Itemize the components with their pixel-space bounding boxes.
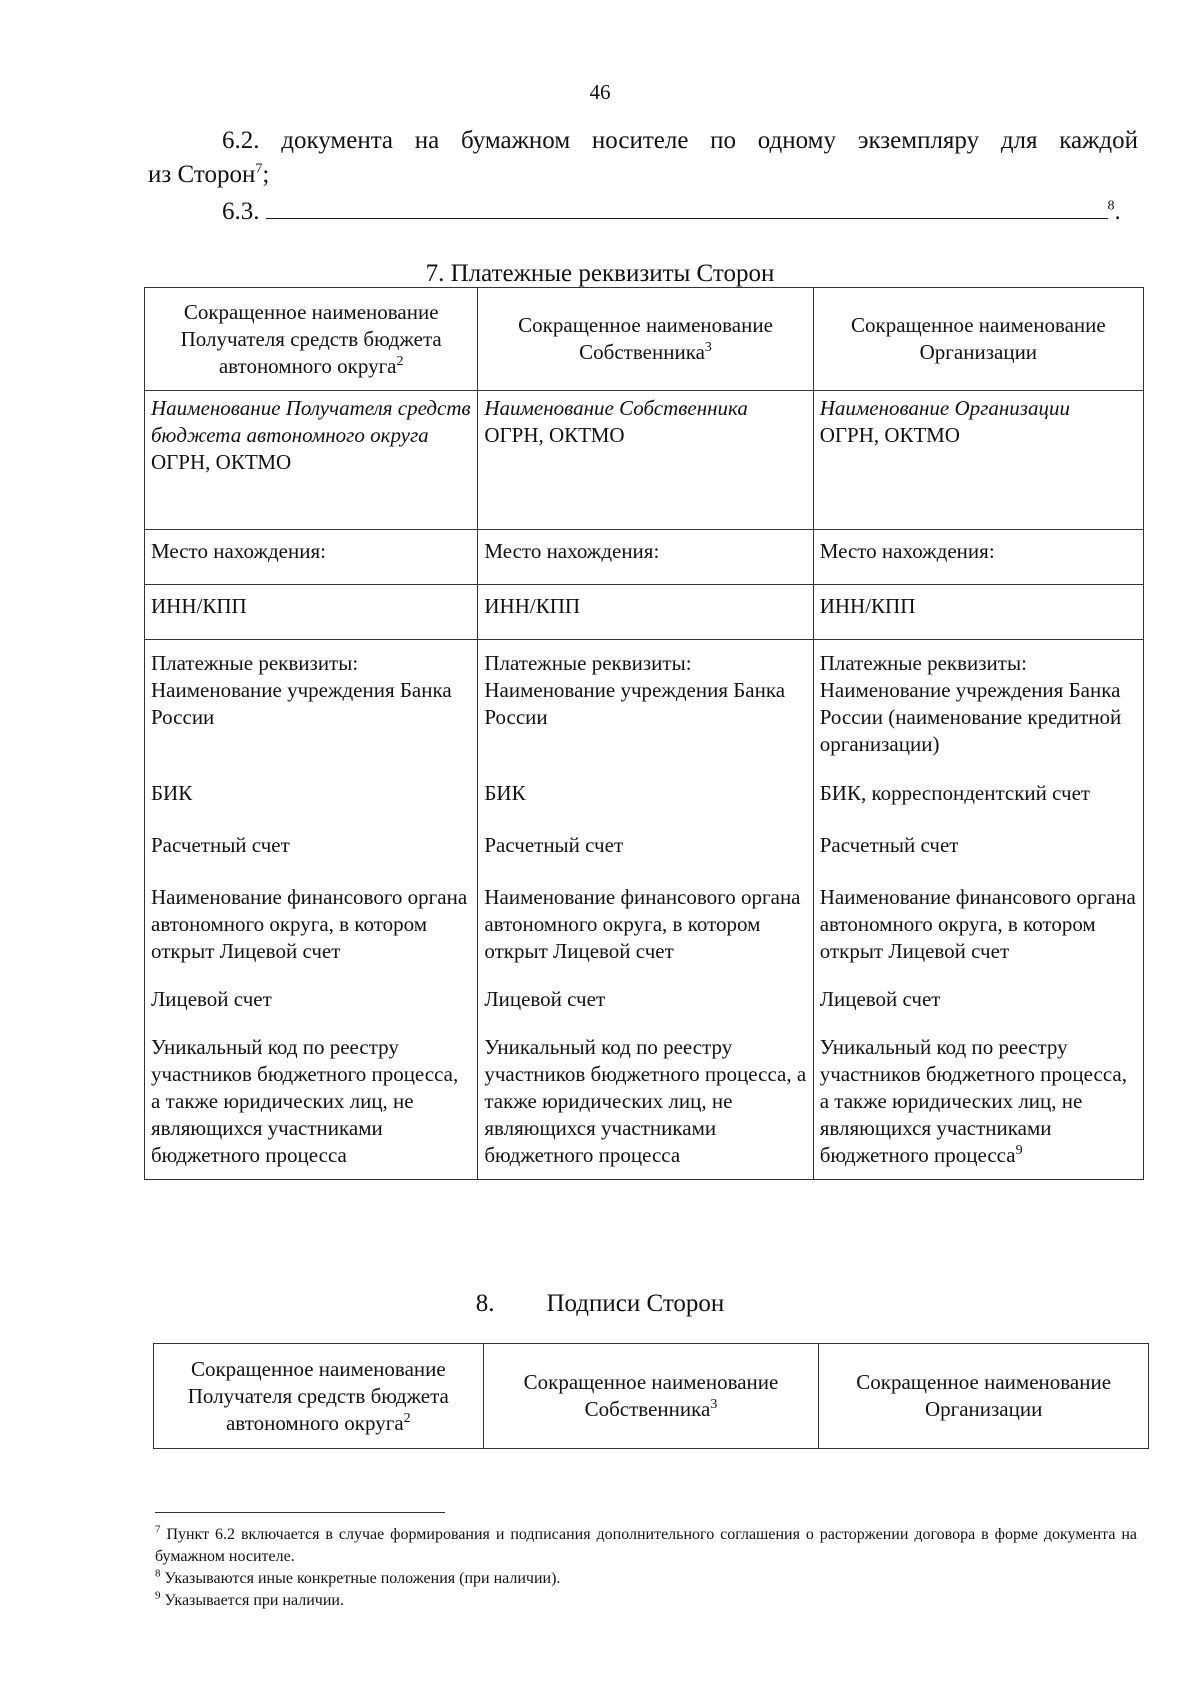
- account-text: Расчетный счет: [151, 833, 290, 857]
- paragraph-6-2: [148, 124, 1138, 158]
- account-text: Расчетный счет: [484, 833, 624, 857]
- inn-cell: ИНН/КПП: [478, 585, 813, 640]
- payment-details-table: [144, 287, 1144, 1180]
- bik-text: БИК: [151, 781, 193, 805]
- footnote-ref: 2: [396, 353, 404, 369]
- header-text: Сокращенное наименование Организации: [850, 313, 1106, 364]
- header-text: Сокращенное наименование Организации: [856, 1370, 1112, 1421]
- name-italic: Наименование Организации: [819, 396, 1070, 420]
- unique-code-value: Уникальный код по реестру участников бюджетного процесса, а также юридических лиц, не являющихся участниками бюджетного процесса: [151, 1035, 459, 1167]
- personal-account-text: Лицевой счет: [819, 987, 941, 1011]
- header-cell-organization: [813, 288, 1143, 391]
- name-italic: Наименование Собственника: [484, 396, 748, 420]
- footnote-number: 7: [155, 1523, 161, 1536]
- section-8-number: 8.: [475, 1290, 495, 1317]
- header-text: Сокращенное наименование Получателя средств бюджета автономного округа: [180, 299, 442, 378]
- footnotes: [155, 1524, 1137, 1612]
- footnote-separator: [155, 1512, 445, 1513]
- bank-text: Платежные реквизиты: Наименование учреждения Банка России: [484, 651, 786, 729]
- paragraph-6-3-tail: .: [1114, 198, 1121, 225]
- footnote-ref: 3: [704, 340, 712, 355]
- personal-account-text: Лицевой счет: [151, 987, 272, 1011]
- signatures-header-row: [154, 1344, 1149, 1449]
- unique-code-text: [484, 1034, 806, 1169]
- header-cell-owner: [478, 288, 813, 391]
- footnote-ref-8: 8: [1107, 198, 1115, 214]
- name-cell: [478, 391, 813, 530]
- finorgan-text: Наименование финансового органа автономного округа, в котором открыт Лицевой счет: [151, 885, 468, 963]
- name-italic: Наименование Получателя средств бюджета автономного округа: [151, 396, 471, 447]
- location-cell: Место нахождения:: [478, 530, 813, 585]
- section-8-title: [0, 1290, 1200, 1318]
- inn-cell: ИНН/КПП: [145, 585, 478, 640]
- paragraph-6-2-line1: 6.2. документа на бумажном носителе по одному экземпляру для каждой: [222, 127, 1138, 154]
- requisites-cell: [478, 640, 813, 1180]
- finorgan-text: Наименование финансового органа автономного округа, в котором открыт Лицевой счет: [484, 885, 801, 963]
- bank-text: Платежные реквизиты: Наименование учреждения Банка России: [151, 651, 452, 729]
- footnote-ref-9: 9: [1015, 1143, 1023, 1158]
- blank-fill-line: [266, 192, 1108, 219]
- section-8-text: Подписи Сторон: [546, 1290, 725, 1317]
- footnote-7: [155, 1524, 1137, 1568]
- footnote-number: 8: [155, 1567, 161, 1580]
- name-cell: [145, 391, 478, 530]
- unique-code-text: [151, 1034, 471, 1169]
- table-row-requisites: [145, 640, 1144, 1180]
- header-text: Сокращенное наименование Получателя средств бюджета автономного округа: [187, 1356, 449, 1435]
- table-row-inn: [145, 585, 1144, 640]
- ogrn-oktmo: ОГРН, ОКТМО: [484, 423, 625, 447]
- footnote-text: Указывается при наличии.: [164, 1592, 344, 1609]
- table-row-location: [145, 530, 1144, 585]
- paragraph-6-2-line2: из Сторон: [148, 161, 256, 188]
- header-text: Сокращенное наименование Собственника: [523, 1370, 779, 1421]
- inn-cell: ИНН/КПП: [813, 585, 1143, 640]
- finorgan-text: Наименование финансового органа автономного округа, в котором открыт Лицевой счет: [819, 885, 1136, 963]
- bank-text: Платежные реквизиты: Наименование учреждения Банка России (наименование кредитной организации): [819, 651, 1122, 756]
- table-header-row: [145, 288, 1144, 391]
- name-cell: [813, 391, 1143, 530]
- footnote-9: [155, 1590, 1137, 1612]
- table-row-names: [145, 391, 1144, 530]
- requisites-cell: [813, 640, 1143, 1180]
- footnote-ref: 3: [710, 1397, 718, 1412]
- ogrn-oktmo: ОГРН, ОКТМО: [819, 423, 960, 447]
- paragraph-6-3-label: 6.3.: [222, 198, 260, 225]
- personal-account-text: Лицевой счет: [484, 987, 606, 1011]
- bik-text: БИК, корреспондентский счет: [819, 781, 1091, 805]
- paragraph-6-3: [222, 192, 1122, 229]
- page-number: 46: [589, 80, 611, 104]
- unique-code-text: [820, 1034, 1137, 1169]
- ogrn-oktmo: ОГРН, ОКТМО: [151, 450, 292, 474]
- footnote-number: 9: [155, 1589, 161, 1602]
- footnote-text: Указываются иные конкретные положения (при наличии).: [164, 1570, 561, 1587]
- signature-cell-organization: [819, 1344, 1149, 1449]
- signature-cell-owner: [483, 1344, 819, 1449]
- header-text: Сокращенное наименование Собственника: [518, 313, 773, 364]
- footnote-ref-7: 7: [255, 161, 263, 177]
- footnote-text: Пункт 6.2 включается в случае формирования и подписания дополнительного соглашения о расторжении договора в форме документа на бумажном носителе.: [155, 1526, 1138, 1565]
- location-cell: Место нахождения:: [145, 530, 478, 585]
- location-cell: Место нахождения:: [813, 530, 1143, 585]
- unique-code-value: Уникальный код по реестру участников бюджетного процесса, а также юридических лиц, не являющихся участниками бюджетного процесса: [484, 1035, 807, 1167]
- footnote-ref: 2: [403, 1410, 411, 1426]
- requisites-cell: [145, 640, 478, 1180]
- account-text: Расчетный счет: [819, 833, 959, 857]
- signature-cell-recipient: [154, 1344, 484, 1449]
- header-cell-recipient: [145, 288, 478, 391]
- footnote-8: [155, 1568, 1137, 1590]
- paragraph-6-2-tail: ;: [262, 161, 270, 188]
- unique-code-value: Уникальный код по реестру участников бюджетного процесса, а также юридических лиц, не являющихся участниками бюджетного процесса: [819, 1035, 1127, 1167]
- section-7-title: 7. Платежные реквизиты Сторон: [425, 260, 775, 287]
- bik-text: БИК: [484, 781, 526, 805]
- signatures-table: [153, 1343, 1149, 1449]
- paragraph-6-2-cont: [148, 158, 269, 192]
